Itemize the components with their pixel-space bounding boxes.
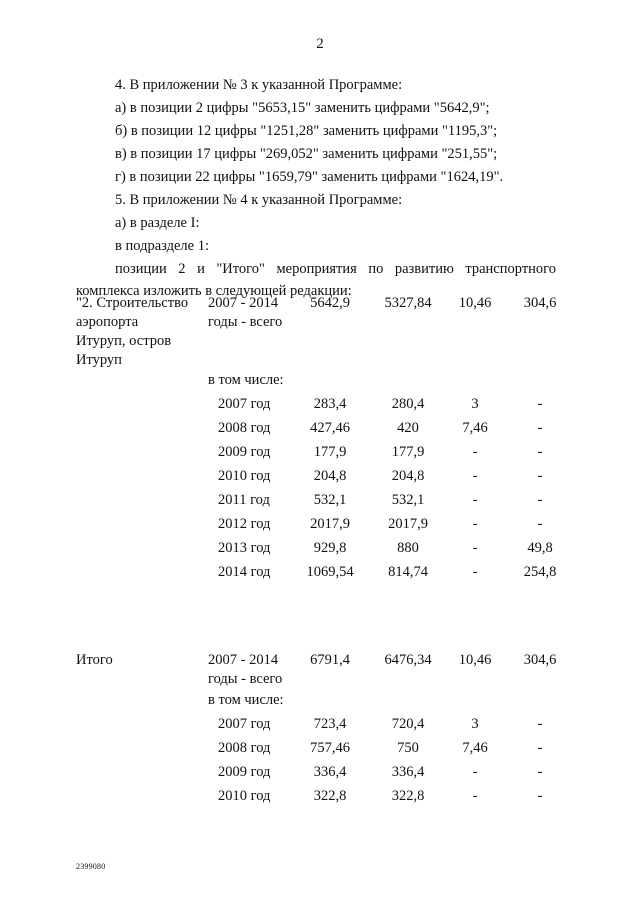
total-cell: 283,4 [313,396,347,412]
document-code: 2399080 [76,862,106,871]
block1-including-label: в том числе: [208,372,284,388]
regional-cell: 7,46 [462,740,488,756]
amendment-item-5a: а) в разделе I: [115,215,200,231]
extra-cell: - [537,764,543,780]
regional-cell: - [472,564,478,580]
amendment-item-4a: а) в позиции 2 цифры "5653,15" заменить цифрами "5642,9"; [115,100,490,116]
regional-cell: - [472,444,478,460]
federal-cell: 336,4 [391,764,425,780]
regional-cell: - [472,492,478,508]
extra-cell: - [537,420,543,436]
extra-cell: - [537,516,543,532]
regional-cell: - [472,788,478,804]
total-cell: 427,46 [310,420,350,436]
amendment-item-4: 4. В приложении № 3 к указанной Программе: [115,77,403,93]
year-label: 2007 год [218,396,271,412]
block2-federal: 6476,34 [384,652,432,668]
total-cell: 336,4 [313,764,347,780]
total-cell: 204,8 [313,468,347,484]
federal-cell: 880 [397,540,419,556]
total-cell: 532,1 [313,492,347,508]
page-number: 2 [316,36,324,52]
regional-cell: 7,46 [462,420,488,436]
federal-cell: 532,1 [391,492,425,508]
federal-cell: 720,4 [391,716,425,732]
block1-federal: 5327,84 [384,295,432,311]
year-label: 2011 год [218,492,270,508]
federal-cell: 204,8 [391,468,425,484]
regional-cell: 3 [471,716,479,732]
extra-cell: 254,8 [523,564,557,580]
year-label: 2014 год [218,564,271,580]
regional-cell: - [472,516,478,532]
year-label: 2013 год [218,540,271,556]
federal-cell: 750 [397,740,419,756]
extra-cell: - [537,468,543,484]
amendment-item-5: 5. В приложении № 4 к указанной Программе: [115,192,403,208]
federal-cell: 420 [397,420,419,436]
regional-cell: - [472,540,478,556]
year-label: 2009 год [218,764,271,780]
amendment-text [76,74,556,302]
federal-cell: 280,4 [391,396,425,412]
block2-total: 6791,4 [310,652,350,668]
block1-name-line-3: Итуруп, остров [76,333,172,349]
total-cell: 2017,9 [310,516,350,532]
extra-cell: - [537,396,543,412]
total-cell: 929,8 [313,540,347,556]
extra-cell: - [537,788,543,804]
extra-cell: - [537,716,543,732]
total-cell: 177,9 [313,444,347,460]
extra-cell: 49,8 [527,540,553,556]
amendment-subsection: в подразделе 1: [115,238,209,254]
year-label: 2008 год [218,740,271,756]
year-label: 2010 год [218,788,271,804]
block1-name-line-4: Итуруп [76,352,122,368]
regional-cell: 3 [471,396,479,412]
block2-regional: 10,46 [458,652,492,668]
amendment-item-4b: б) в позиции 12 цифры "1251,28" заменить цифрами "1195,3"; [115,123,498,139]
year-label: 2009 год [218,444,271,460]
block1-name-line-1: "2. Строительство [76,295,189,311]
extra-cell: - [537,444,543,460]
year-label: 2007 год [218,716,271,732]
total-cell: 757,46 [310,740,350,756]
total-cell: 1069,54 [306,564,354,580]
block2-period-line-1: 2007 - 2014 [208,652,279,668]
year-label: 2012 год [218,516,271,532]
federal-cell: 814,74 [388,564,428,580]
block2-name: Итого [76,652,113,668]
block1-period-line-1: 2007 - 2014 [208,295,279,311]
federal-cell: 177,9 [391,444,425,460]
amendment-item-4c: в) в позиции 17 цифры "269,052" заменить цифрами "251,55"; [115,146,498,162]
block2-extra: 304,6 [523,652,557,668]
block1-name-line-2: аэропорта [76,314,139,330]
regional-cell: - [472,468,478,484]
block1-regional: 10,46 [458,295,492,311]
block1-extra: 304,6 [523,295,557,311]
amendment-item-4d: г) в позиции 22 цифры "1659,79" заменить цифрами "1624,19". [115,169,504,185]
block1-period-line-2: годы - всего [208,314,283,330]
extra-cell: - [537,740,543,756]
amendment-paragraph: позиции 2 и "Итого" мероприятия по развитию транспортного комплекса изложить в следующей редакции: [76,261,556,299]
block2-including-label: в том числе: [208,692,284,708]
federal-cell: 322,8 [391,788,425,804]
total-cell: 723,4 [313,716,347,732]
regional-cell: - [472,764,478,780]
block1-total: 5642,9 [310,295,350,311]
extra-cell: - [537,492,543,508]
year-label: 2010 год [218,468,271,484]
block2-period-line-2: годы - всего [208,671,283,687]
year-label: 2008 год [218,420,271,436]
total-cell: 322,8 [313,788,347,804]
federal-cell: 2017,9 [388,516,428,532]
